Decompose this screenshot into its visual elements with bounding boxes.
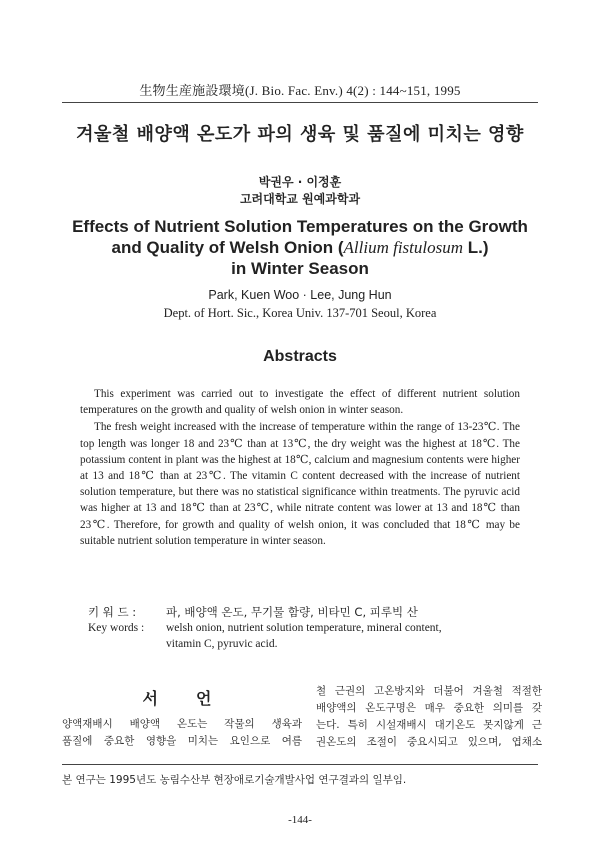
journal-citation: 生物生産施設環境(J. Bio. Fac. Env.) 4(2) : 144~151, 1995 bbox=[139, 83, 461, 98]
english-keywords-text-1: welsh onion, nutrient solution temperature, mineral content, bbox=[166, 622, 442, 634]
species-name: Allium fistulosum bbox=[343, 238, 463, 257]
footnote: 본 연구는 1995년도 농림수산부 현장애로기술개발사업 연구결과의 일부임. bbox=[62, 774, 407, 786]
abstract-body bbox=[80, 386, 520, 550]
body-left-line-2: 품질에 중요한 영향을 미치는 요인으로 여름 bbox=[62, 735, 302, 747]
title-line2-pre: and Quality of Welsh Onion ( bbox=[111, 238, 344, 257]
body-left-line-1: 양액재배시 배양액 온도는 작물의 생육과 bbox=[62, 718, 302, 730]
body-right-line-2: 배양액의 온도구명은 매우 중요한 의미를 갖 bbox=[316, 702, 542, 714]
korean-title: 겨울철 배양액 온도가 파의 생육 및 품질에 미치는 영향 bbox=[76, 124, 524, 145]
page-number: -144- bbox=[288, 814, 312, 826]
korean-keywords bbox=[88, 604, 528, 620]
english-title-line3: in Winter Season bbox=[231, 259, 369, 278]
body-right-line-4: 권온도의 조절이 중요시되고 있으며, 엽채소 bbox=[316, 736, 542, 748]
section-heading-introduction: 서언 bbox=[142, 689, 250, 708]
korean-authors: 박권우 · 이정훈 bbox=[258, 175, 342, 189]
english-keywords bbox=[88, 622, 528, 634]
korean-keywords-label: 키 워 드 : bbox=[88, 605, 137, 619]
body-right-column bbox=[316, 683, 542, 751]
abstract-heading: Abstracts bbox=[263, 348, 337, 365]
english-affiliation: Dept. of Hort. Sic., Korea Univ. 137-701 Seoul, Korea bbox=[163, 306, 437, 320]
english-keywords-text-2: vitamin C, pyruvic acid. bbox=[166, 638, 278, 650]
title-line2-post: L.) bbox=[463, 238, 489, 257]
korean-keywords-text: 파, 배양액 온도, 무기물 함량, 비타민 C, 피루빅 산 bbox=[166, 605, 418, 619]
english-title bbox=[0, 216, 600, 279]
abstract-paragraph-1: This experiment was carried out to investigate the effect of different nutrient solution temperatures on the growth and quality of welsh onion in winter season. bbox=[80, 388, 520, 417]
korean-affiliation: 고려대학교 원예과학과 bbox=[239, 192, 361, 206]
english-keywords-label: Key words : bbox=[88, 622, 145, 634]
body-right-line-3: 는다. 특히 시설재배시 대기온도 못지않게 근 bbox=[316, 719, 542, 731]
english-title-line1: Effects of Nutrient Solution Temperatures on the Growth bbox=[72, 217, 528, 236]
abstract-paragraph-2: The fresh weight increased with the increase of temperature within the range of 13-23℃. The top length was longer 18 and 23℃ than at 13℃, the dry weight was the highest at 18℃. The potassium content in plant was the highest at 18℃, calcium and magnesium contents were higher at 13 and 18℃ than at 23℃. The vitamin C content decreased with the increase of nutrient solution temperature, but there was no statistical significance within treatments. The pyruvic acid was higher at 13 and 18℃ than at 23℃, while nitrate content was lower at 13 and 18℃ than 23℃. Therefore, for growth and quality of welsh onion, it was concluded that 18℃ may be suitable nutrient solution temperature in winter season. bbox=[80, 421, 520, 547]
header-rule bbox=[62, 102, 538, 103]
body-right-line-1: 철 근권의 고온방지와 더불어 겨울철 적절한 bbox=[316, 685, 542, 697]
english-title-line2 bbox=[0, 237, 600, 258]
footnote-rule bbox=[62, 764, 538, 765]
english-authors: Park, Kuen Woo · Lee, Jung Hun bbox=[208, 288, 392, 302]
body-left-column bbox=[62, 716, 302, 750]
